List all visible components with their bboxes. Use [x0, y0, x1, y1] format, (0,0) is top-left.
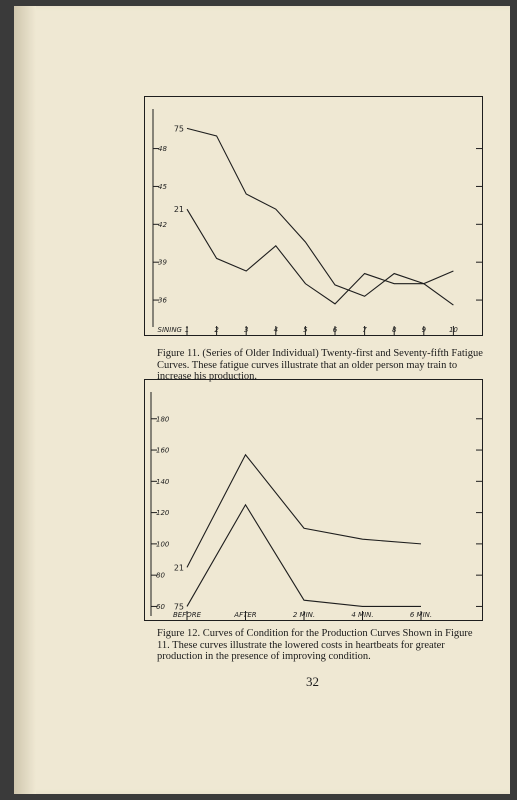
series-line-21 — [187, 209, 453, 304]
y-tick-label: 60 — [156, 602, 165, 611]
x-axis-start-label: SINING — [157, 326, 182, 334]
x-tick-label: 7 — [362, 326, 367, 334]
y-tick-label: 39 — [158, 258, 167, 267]
y-tick-label: 100 — [156, 540, 170, 549]
y-tick-label: 140 — [156, 477, 170, 486]
series-line-75 — [187, 128, 453, 305]
series-label-21: 21 — [173, 563, 184, 573]
y-tick-label: 180 — [156, 415, 170, 424]
series-line-75 — [187, 505, 421, 607]
series-label-75: 75 — [173, 602, 184, 612]
x-tick-label: 2 — [214, 326, 219, 334]
x-tick-label: 3 — [243, 326, 249, 334]
y-tick-label: 80 — [156, 571, 165, 580]
y-tick-label: 36 — [158, 296, 167, 305]
y-tick-label: 48 — [158, 145, 167, 154]
x-tick-label: 4 MIN. — [351, 611, 374, 619]
x-tick-label: 8 — [391, 326, 397, 334]
x-tick-label: 2 MIN. — [292, 611, 316, 619]
x-tick-label: BEFORE — [172, 611, 202, 619]
y-tick-label: 45 — [158, 182, 167, 191]
page-number: 32 — [306, 674, 319, 689]
series-label-75: 75 — [173, 124, 184, 134]
x-tick-label: 5 — [303, 326, 308, 334]
series-label-21: 21 — [173, 205, 184, 215]
x-tick-label: 6 — [332, 326, 338, 334]
page-gutter-shadow — [14, 6, 36, 794]
x-tick-label: 4 — [273, 326, 279, 334]
y-tick-label: 160 — [156, 446, 170, 455]
figure-12-caption: Figure 12. Curves of Condition for the Production Curves Shown in Figure 11. These curves illustrate the lowered costs in heartbeats for greater production in the presence of improving condition. — [157, 628, 473, 662]
book-page — [14, 6, 510, 794]
x-tick-label: 6 MIN. — [409, 611, 433, 619]
figure-12-plot — [145, 380, 482, 620]
x-tick-label: AFTER — [234, 611, 257, 619]
y-tick-label: 120 — [156, 509, 170, 518]
x-tick-label: 9 — [421, 326, 427, 334]
figure-12-chart — [144, 379, 483, 621]
figure-11-plot — [145, 97, 482, 335]
x-tick-label: 10 — [448, 326, 458, 334]
series-line-21 — [187, 455, 421, 568]
y-tick-label: 42 — [158, 220, 167, 229]
x-tick-label: 1 — [184, 326, 190, 334]
figure-11-chart — [144, 96, 483, 336]
figure-11-caption: Figure 11. (Series of Older Individual) Twenty-first and Seventy-fifth Fatigue Curves. These fatigue curves illustrate that an older person may train to increase his production. — [157, 348, 483, 382]
